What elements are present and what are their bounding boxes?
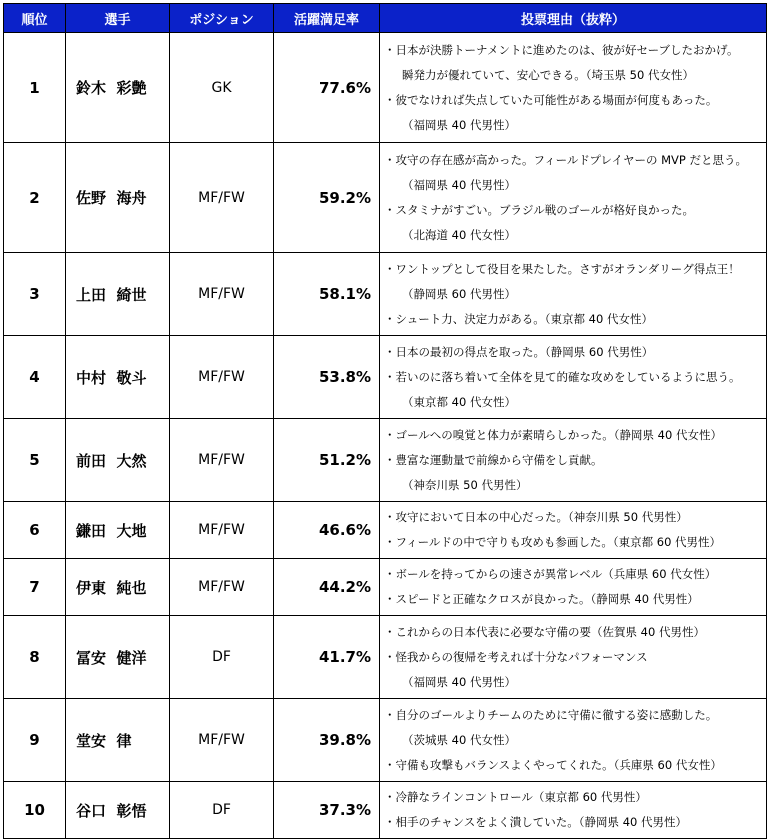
player-name: 鎌田 大地 xyxy=(66,502,170,559)
header-rank: 順位 xyxy=(4,4,66,33)
reason-line: （北海道 40 代女性） xyxy=(402,227,516,242)
reason-line: ・スピードと正確なクロスが良かった。（静岡県 40 代男性） xyxy=(384,592,699,606)
table-row xyxy=(4,502,767,559)
reason-line: ・フィールドの中で守りも攻めも参画した。（東京都 60 代男性） xyxy=(384,535,722,549)
reason-line: ・守備も攻撃もバランスよくやってくれた。（兵庫県 60 代女性） xyxy=(384,757,722,772)
rank-cell: 7 xyxy=(4,559,66,616)
rating-cell: 37.3% xyxy=(274,782,380,839)
header-rating: 活躍満足率 xyxy=(274,4,380,33)
reasons-cell xyxy=(380,33,767,143)
position-cell: MF/FW xyxy=(170,336,274,419)
reason-line: （茨城県 40 代女性） xyxy=(402,732,516,747)
table-row xyxy=(4,253,767,336)
reasons-cell xyxy=(380,253,767,336)
reason-line: ・スタミナがすごい。ブラジル戦のゴールが格好良かった。 xyxy=(384,202,694,217)
reasons-cell xyxy=(380,782,767,839)
reason-line: （静岡県 60 代男性） xyxy=(402,286,516,301)
player-name: 谷口 彰悟 xyxy=(66,782,170,839)
reason-line: 瞬発力が優れていて、安心できる。（埼玉県 50 代女性） xyxy=(402,67,694,82)
player-name: 中村 敬斗 xyxy=(66,336,170,419)
player-name: 堂安 律 xyxy=(66,699,170,782)
reason-line: ・怪我からの復帰を考えれば十分なパフォーマンス xyxy=(384,649,648,664)
rating-cell: 59.2% xyxy=(274,143,380,253)
reason-line: （東京都 40 代女性） xyxy=(402,394,516,409)
position-cell: MF/FW xyxy=(170,559,274,616)
position-cell: MF/FW xyxy=(170,502,274,559)
position-cell: DF xyxy=(170,616,274,699)
player-name: 鈴木 彩艶 xyxy=(66,33,170,143)
reasons-cell xyxy=(380,336,767,419)
rating-cell: 58.1% xyxy=(274,253,380,336)
rank-cell: 1 xyxy=(4,33,66,143)
reason-line: ・これからの日本代表に必要な守備の要（佐賀県 40 代男性） xyxy=(384,624,705,639)
player-name: 前田 大然 xyxy=(66,419,170,502)
reason-line: ・攻守において日本の中心だった。（神奈川県 50 代男性） xyxy=(384,510,688,524)
rank-cell: 8 xyxy=(4,616,66,699)
rating-cell: 51.2% xyxy=(274,419,380,502)
rating-cell: 41.7% xyxy=(274,616,380,699)
table-row xyxy=(4,419,767,502)
table-row xyxy=(4,559,767,616)
table-row xyxy=(4,336,767,419)
player-name: 冨安 健洋 xyxy=(66,616,170,699)
reason-line: ・相手のチャンスをよく潰していた。（静岡県 40 代男性） xyxy=(384,815,688,829)
reason-line: ・ゴールへの嗅覚と体力が素晴らしかった。（静岡県 40 代女性） xyxy=(384,427,722,442)
position-cell: GK xyxy=(170,33,274,143)
reasons-cell xyxy=(380,559,767,616)
position-cell: MF/FW xyxy=(170,699,274,782)
rank-cell: 9 xyxy=(4,699,66,782)
ranking-sheet xyxy=(3,3,767,839)
rating-cell: 53.8% xyxy=(274,336,380,419)
reasons-cell xyxy=(380,143,767,253)
reason-line: ・攻守の存在感が高かった。フィールドプレイヤーの MVP だと思う。 xyxy=(384,152,748,167)
header-reasons: 投票理由（抜粋） xyxy=(380,4,767,33)
rank-cell: 10 xyxy=(4,782,66,839)
header-player: 選手 xyxy=(66,4,170,33)
position-cell: MF/FW xyxy=(170,253,274,336)
position-cell: MF/FW xyxy=(170,143,274,253)
reason-line: （福岡県 40 代男性） xyxy=(402,117,516,132)
rating-cell: 77.6% xyxy=(274,33,380,143)
rank-cell: 3 xyxy=(4,253,66,336)
ranking-table xyxy=(3,3,767,839)
reason-line: ・冷静なラインコントロール（東京都 60 代男性） xyxy=(384,790,647,804)
reason-line: （福岡県 40 代男性） xyxy=(402,674,516,689)
reasons-cell xyxy=(380,419,767,502)
rank-cell: 5 xyxy=(4,419,66,502)
player-name: 上田 綺世 xyxy=(66,253,170,336)
header-row xyxy=(4,4,767,33)
reason-line: ・自分のゴールよりチームのために守備に徹する姿に感動した。 xyxy=(384,707,718,722)
table-header xyxy=(4,4,767,33)
table-body xyxy=(4,33,767,839)
position-cell: MF/FW xyxy=(170,419,274,502)
table-row xyxy=(4,699,767,782)
table-row xyxy=(4,143,767,253)
header-position: ポジション xyxy=(170,4,274,33)
rating-cell: 39.8% xyxy=(274,699,380,782)
rating-cell: 44.2% xyxy=(274,559,380,616)
position-cell: DF xyxy=(170,782,274,839)
reason-line: （福岡県 40 代男性） xyxy=(402,177,516,192)
reason-line: （神奈川県 50 代男性） xyxy=(402,477,528,492)
reason-line: ・豊富な運動量で前線から守備をし貢献。 xyxy=(384,452,603,467)
reason-line: ・シュート力、決定力がある。（東京都 40 代女性） xyxy=(384,311,653,326)
reason-line: ・ワントップとして役目を果たした。さすがオランダリーグ得点王！ xyxy=(384,261,740,276)
rating-cell: 46.6% xyxy=(274,502,380,559)
reason-line: ・日本が決勝トーナメントに進めたのは、彼が好セーブしたおかげ。 xyxy=(384,42,739,57)
rank-cell: 4 xyxy=(4,336,66,419)
table-row xyxy=(4,616,767,699)
reason-line: ・日本の最初の得点を取った。（静岡県 60 代男性） xyxy=(384,344,654,359)
table-row xyxy=(4,782,767,839)
reason-line: ・彼でなければ失点していた可能性がある場面が何度もあった。 xyxy=(384,92,718,107)
reasons-cell xyxy=(380,502,767,559)
reasons-cell xyxy=(380,699,767,782)
reason-line: ・若いのに落ち着いて全体を見て的確な攻めをしているように思う。 xyxy=(384,369,741,384)
rank-cell: 2 xyxy=(4,143,66,253)
player-name: 佐野 海舟 xyxy=(66,143,170,253)
player-name: 伊東 純也 xyxy=(66,559,170,616)
reason-line: ・ボールを持ってからの速さが異常レベル（兵庫県 60 代女性） xyxy=(384,567,717,581)
table-row xyxy=(4,33,767,143)
reasons-cell xyxy=(380,616,767,699)
rank-cell: 6 xyxy=(4,502,66,559)
